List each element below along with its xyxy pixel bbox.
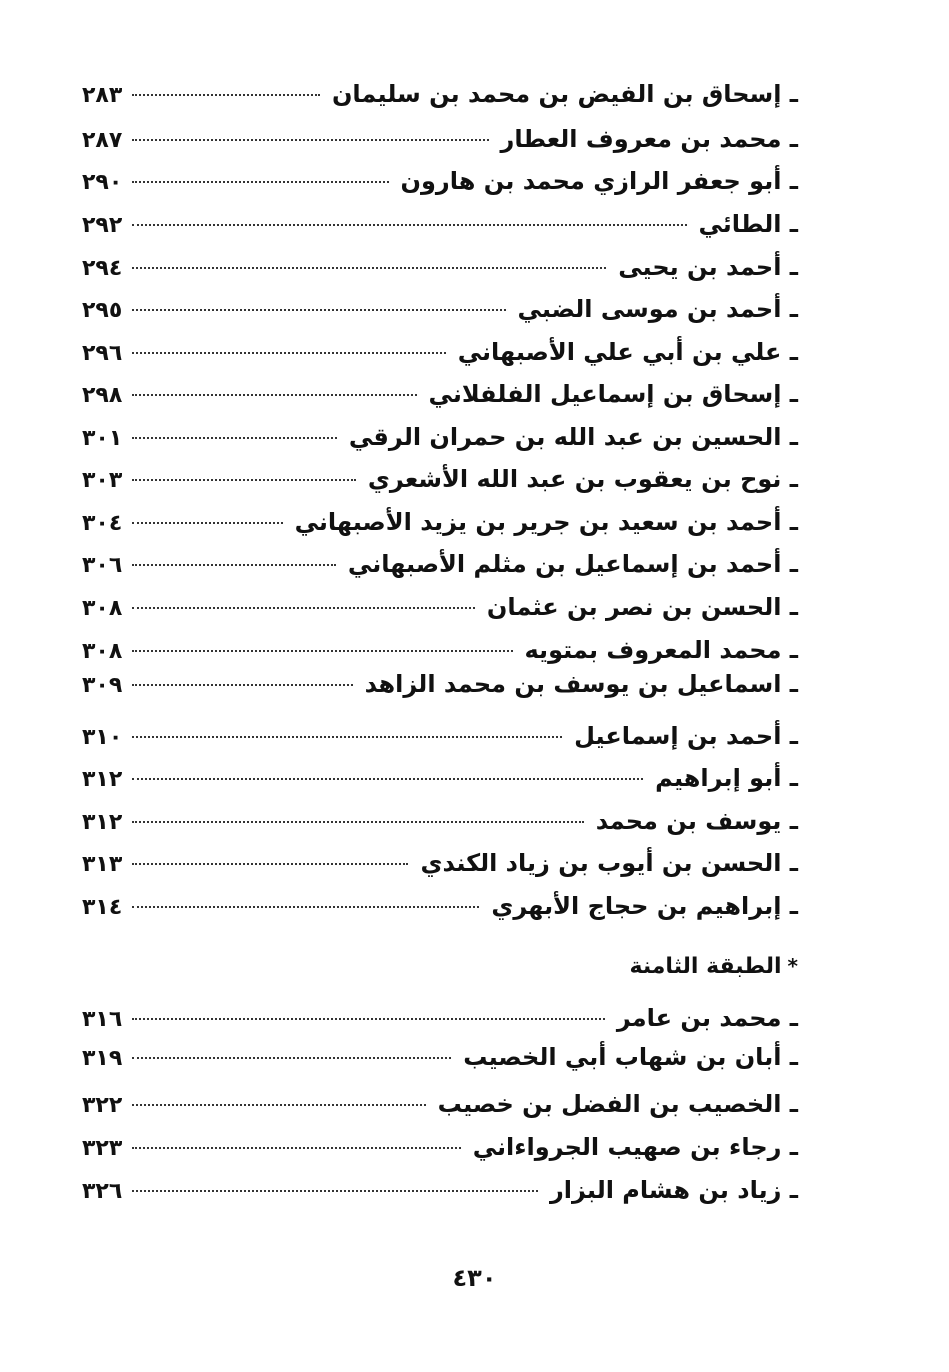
toc-entry bbox=[82, 253, 798, 293]
entry-title: ـ الحسن بن أيوب بن زياد الكندي bbox=[420, 849, 798, 877]
dot-leader bbox=[132, 309, 506, 311]
entry-page-number: ٢٩٤ bbox=[82, 256, 123, 281]
dot-leader bbox=[132, 94, 320, 96]
entry-page-number: ٣٠٤ bbox=[82, 511, 123, 536]
entry-page-number: ٢٩٦ bbox=[82, 341, 123, 366]
entry-title: ـ نوح بن يعقوب بن عبد الله الأشعري bbox=[367, 465, 798, 493]
entry-page-number: ٣٢٣ bbox=[82, 1136, 123, 1161]
toc-entry bbox=[82, 423, 798, 463]
entry-page-number: ٢٩٨ bbox=[82, 383, 123, 408]
dot-leader bbox=[132, 564, 336, 566]
entry-title: ـ محمد المعروف بمتويه bbox=[524, 636, 798, 664]
toc-entry bbox=[82, 508, 798, 548]
dot-leader bbox=[132, 267, 606, 269]
star-icon: * bbox=[787, 954, 798, 978]
entry-title: ـ علي بن أبي علي الأصبهاني bbox=[457, 338, 798, 366]
entry-title: ـ أحمد بن إسماعيل بن مثلم الأصبهاني bbox=[347, 550, 798, 578]
toc-entry bbox=[82, 125, 798, 165]
toc-entry bbox=[82, 1176, 798, 1216]
entry-title: ـ محمد بن عامر bbox=[616, 1004, 798, 1032]
entry-title: ـ اسماعيل بن يوسف بن محمد الزاهد bbox=[364, 670, 798, 698]
entry-page-number: ٣١٩ bbox=[82, 1046, 123, 1071]
dot-leader bbox=[132, 1147, 461, 1149]
toc-entry bbox=[82, 1004, 798, 1044]
toc-entry bbox=[82, 80, 798, 120]
entry-page-number: ٣١٢ bbox=[82, 767, 123, 792]
entry-page-number: ٢٨٣ bbox=[82, 83, 123, 108]
entry-title: ـ الحسن بن نصر بن عثمان bbox=[486, 593, 798, 621]
dot-leader bbox=[132, 863, 408, 865]
dot-leader bbox=[132, 479, 356, 481]
toc-entry bbox=[82, 722, 798, 762]
dot-leader bbox=[132, 650, 513, 652]
entry-title: ـ أحمد بن إسماعيل bbox=[574, 722, 798, 750]
entry-page-number: ٢٩٢ bbox=[82, 213, 123, 238]
entry-title: ـ أحمد بن سعيد بن جرير بن يزيد الأصبهاني bbox=[294, 508, 798, 536]
toc-entry bbox=[82, 892, 798, 932]
entry-title: ـ الحسين بن عبد الله بن حمران الرقي bbox=[348, 423, 798, 451]
toc-entry bbox=[82, 295, 798, 335]
toc-entry bbox=[82, 670, 798, 710]
dot-leader bbox=[132, 1104, 426, 1106]
entry-page-number: ٣٢٦ bbox=[82, 1179, 123, 1204]
toc-entry bbox=[82, 849, 798, 889]
entry-page-number: ٣١٢ bbox=[82, 810, 123, 835]
toc-entry bbox=[82, 210, 798, 250]
dot-leader bbox=[132, 1190, 538, 1192]
dot-leader bbox=[132, 522, 283, 524]
entry-page-number: ٢٩٠ bbox=[82, 170, 123, 195]
entry-title: ـ أبو جعفر الرازي محمد بن هارون bbox=[400, 167, 798, 195]
entry-title: ـ إسحاق بن إسماعيل الفلفلاني bbox=[428, 380, 798, 408]
entry-title: ـ محمد بن معروف العطار bbox=[500, 125, 798, 153]
dot-leader bbox=[132, 224, 687, 226]
section-title: الطبقة الثامنة bbox=[629, 954, 782, 979]
page-number: ٤٣٠ bbox=[452, 1264, 497, 1292]
dot-leader bbox=[132, 181, 389, 183]
entry-title: ـ رجاء بن صهيب الجرواءاني bbox=[472, 1133, 798, 1161]
entry-page-number: ٣٠٩ bbox=[82, 673, 123, 698]
dot-leader bbox=[132, 437, 337, 439]
dot-leader bbox=[132, 778, 643, 780]
entry-page-number: ٢٩٥ bbox=[82, 298, 123, 323]
entry-title: ـ يوسف بن محمد bbox=[595, 807, 798, 835]
entry-page-number: ٣١٣ bbox=[82, 852, 123, 877]
entry-title: ـ الطائي bbox=[698, 210, 798, 238]
entry-page-number: ٣٠٦ bbox=[82, 553, 123, 578]
entry-page-number: ٣١٠ bbox=[82, 725, 123, 750]
dot-leader bbox=[132, 607, 475, 609]
toc-entry bbox=[82, 1133, 798, 1173]
dot-leader bbox=[132, 139, 489, 141]
section-heading bbox=[629, 954, 798, 979]
toc-entry bbox=[82, 593, 798, 633]
entry-title: ـ أحمد بن موسى الضبي bbox=[517, 295, 798, 323]
entry-page-number: ٣١٦ bbox=[82, 1007, 123, 1032]
dot-leader bbox=[132, 352, 446, 354]
toc-entry bbox=[82, 1043, 798, 1083]
entry-page-number: ٣٠١ bbox=[82, 426, 123, 451]
dot-leader bbox=[132, 736, 562, 738]
toc-entry bbox=[82, 380, 798, 420]
entry-page-number: ٢٨٧ bbox=[82, 128, 123, 153]
toc-entry bbox=[82, 167, 798, 207]
entry-title: ـ أحمد بن يحيى bbox=[618, 253, 798, 281]
dot-leader bbox=[132, 821, 584, 823]
dot-leader bbox=[132, 1057, 451, 1059]
toc-entry bbox=[82, 1090, 798, 1130]
toc-entry bbox=[82, 807, 798, 847]
dot-leader bbox=[132, 684, 353, 686]
entry-title: ـ زياد بن هشام البزار bbox=[549, 1176, 798, 1204]
dot-leader bbox=[132, 394, 417, 396]
entry-title: ـ أبان بن شهاب أبي الخصيب bbox=[463, 1043, 798, 1071]
toc-entry bbox=[82, 338, 798, 378]
entry-title: ـ أبو إبراهيم bbox=[655, 764, 798, 792]
entry-title: ـ إبراهيم بن حجاج الأبهري bbox=[491, 892, 798, 920]
entry-title: ـ إسحاق بن الفيض بن محمد بن سليمان bbox=[331, 80, 798, 108]
dot-leader bbox=[132, 1018, 605, 1020]
entry-page-number: ٣٠٨ bbox=[82, 639, 123, 664]
entry-page-number: ٣١٤ bbox=[82, 895, 123, 920]
entry-page-number: ٣٢٢ bbox=[82, 1093, 123, 1118]
toc-entry bbox=[82, 764, 798, 804]
toc-entry bbox=[82, 465, 798, 505]
dot-leader bbox=[132, 906, 479, 908]
entry-title: ـ الخصيب بن الفضل بن خصيب bbox=[437, 1090, 798, 1118]
entry-page-number: ٣٠٣ bbox=[82, 468, 123, 493]
toc-entry bbox=[82, 550, 798, 590]
entry-page-number: ٣٠٨ bbox=[82, 596, 123, 621]
